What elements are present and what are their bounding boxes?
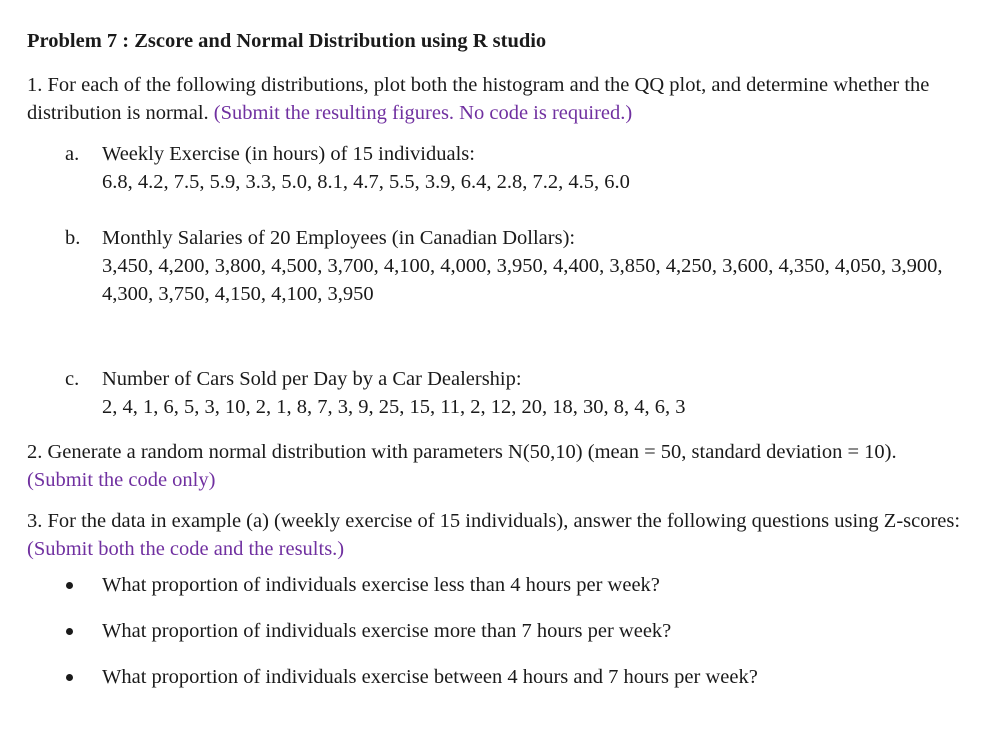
question-2-note: (Submit the code only) — [27, 469, 216, 491]
item-a-data: 6.8, 4.2, 7.5, 5.9, 3.3, 5.0, 8.1, 4.7, 5.5, 3.9, 6.4, 2.8, 7.2, 4.5, 6.0 — [102, 171, 630, 193]
question-2-text: 2. Generate a random normal distribution with parameters N(50,10) (mean = 50, standard deviation = 10). — [27, 441, 897, 463]
bullet-item — [27, 571, 967, 599]
item-c-heading: Number of Cars Sold per Day by a Car Dealership: — [102, 368, 522, 390]
bullet-text: What proportion of individuals exercise less than 4 hours per week? — [102, 574, 660, 596]
list-item-b — [27, 224, 967, 308]
question-3-note: (Submit both the code and the results.) — [27, 538, 345, 560]
item-b-data: 3,450, 4,200, 3,800, 4,500, 3,700, 4,100, 4,000, 3,950, 4,400, 3,850, 4,250, 3,600, 4,350, 4,050, 3,900, 4,300, 3,750, 4,150, 4,100, 3,950 — [102, 255, 943, 305]
bullet-text: What proportion of individuals exercise between 4 hours and 7 hours per week? — [102, 666, 758, 688]
list-marker-b: b. — [65, 227, 81, 249]
list-item-c — [27, 365, 967, 421]
bullet-item — [27, 663, 967, 691]
item-b-heading: Monthly Salaries of 20 Employees (in Canadian Dollars): — [102, 227, 576, 249]
question-1 — [27, 71, 967, 127]
bullet-text: What proportion of individuals exercise more than 7 hours per week? — [102, 620, 672, 642]
question-3-bullets — [27, 571, 967, 691]
list-item-a — [27, 140, 967, 196]
list-marker-a: a. — [65, 143, 80, 165]
item-c-data: 2, 4, 1, 6, 5, 3, 10, 2, 1, 8, 7, 3, 9, 25, 15, 11, 2, 12, 20, 18, 30, 8, 4, 6, 3 — [102, 396, 686, 418]
item-a-heading: Weekly Exercise (in hours) of 15 individuals: — [102, 143, 475, 165]
question-1-note: (Submit the resulting figures. No code is required.) — [213, 102, 633, 124]
bullet-dot-icon — [66, 674, 73, 681]
question-1-items — [27, 140, 967, 421]
document — [27, 27, 967, 709]
problem-title: Problem 7 : Zscore and Normal Distribution using R studio — [27, 30, 547, 52]
question-3 — [27, 507, 967, 563]
bullet-item — [27, 617, 967, 645]
question-2 — [27, 438, 967, 494]
question-1-text: 1. For each of the following distributions, plot both the histogram and the QQ plot, and determine whether the distribution is normal. — [27, 74, 930, 124]
list-marker-c: c. — [65, 368, 80, 390]
bullet-dot-icon — [66, 582, 73, 589]
question-3-text: 3. For the data in example (a) (weekly exercise of 15 individuals), answer the following questions using Z-scores: — [27, 510, 961, 532]
bullet-dot-icon — [66, 628, 73, 635]
